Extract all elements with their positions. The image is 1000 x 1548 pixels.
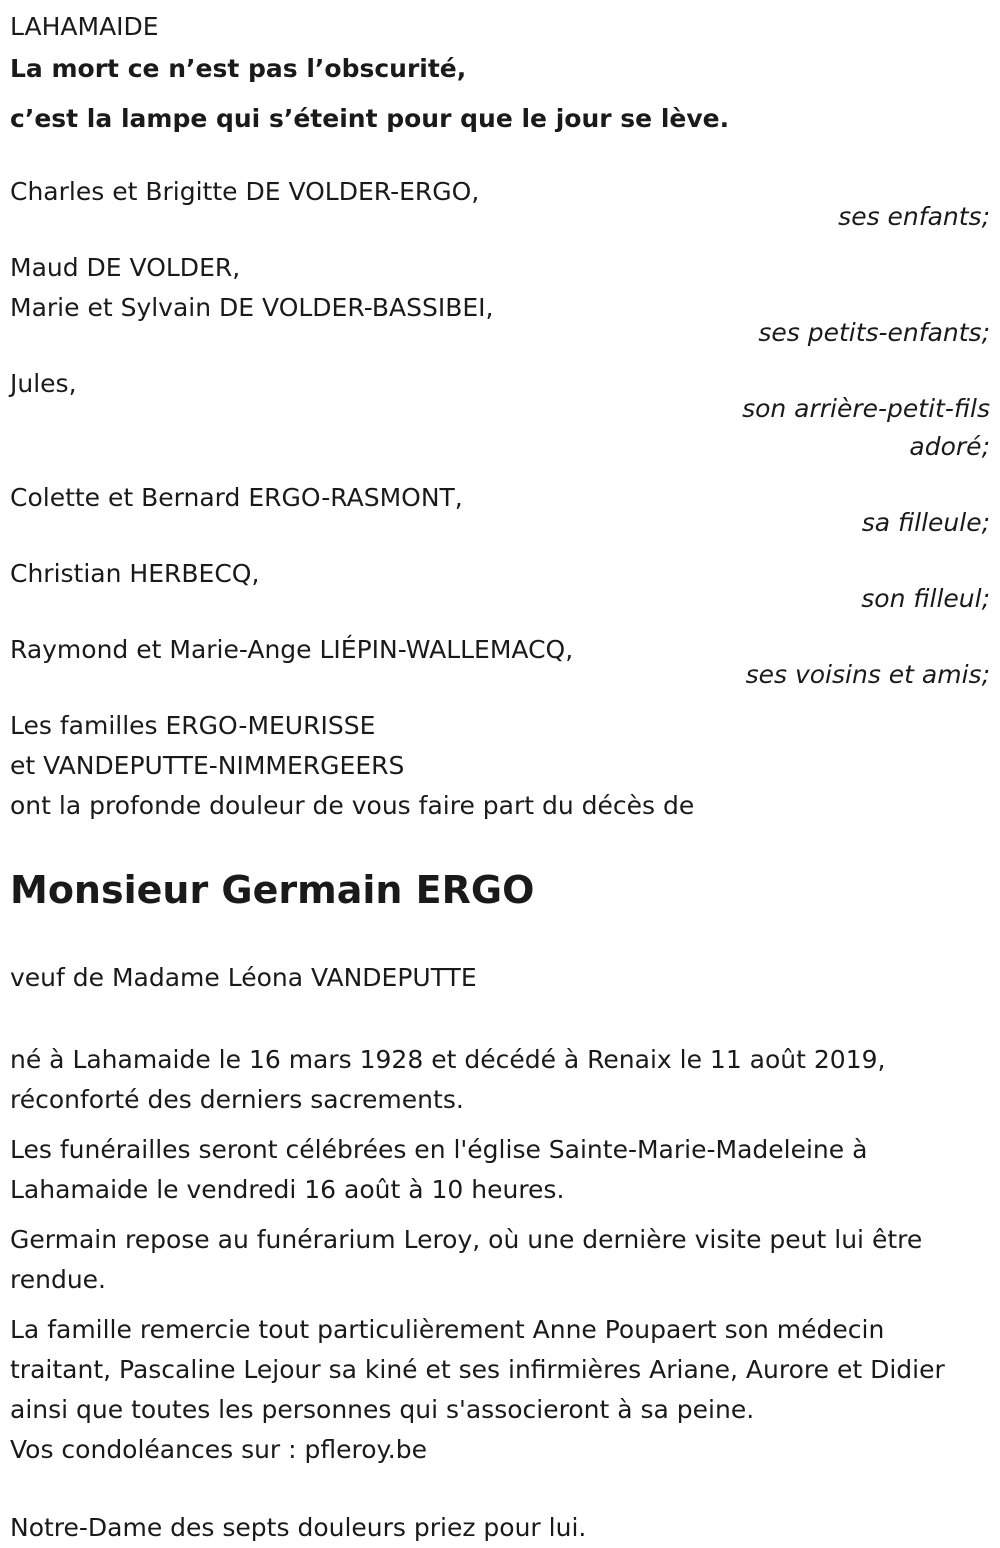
family-list bbox=[10, 172, 990, 694]
family-entry bbox=[10, 630, 990, 694]
birth-death-line-1: né à Lahamaide le 16 mars 1928 et décédé à Renaix le 11 août 2019, bbox=[10, 1045, 886, 1074]
family-relation: adoré; bbox=[909, 432, 990, 461]
family-names: Jules, bbox=[10, 369, 77, 398]
family-entry bbox=[10, 478, 990, 542]
family-names: Christian HERBECQ, bbox=[10, 559, 260, 588]
widow-line: veuf de Madame Léona VANDEPUTTE bbox=[10, 963, 477, 992]
epigraph bbox=[10, 44, 990, 144]
closing-prayer: Notre-Dame des septs douleurs priez pour lui. bbox=[10, 1513, 587, 1542]
condolences-line: Vos condoléances sur : pfleroy.be bbox=[10, 1435, 427, 1464]
family-names: Marie et Sylvain DE VOLDER-BASSIBEI, bbox=[10, 293, 494, 322]
family-entry bbox=[10, 248, 990, 352]
family-relation: ses petits-enfants; bbox=[758, 318, 990, 347]
epigraph-line-2: c’est la lampe qui s’éteint pour que le jour se lève. bbox=[10, 104, 730, 133]
birth-death-line-2: réconforté des derniers sacrements. bbox=[10, 1085, 464, 1114]
family-relation: sa filleule; bbox=[861, 508, 990, 537]
birth-death-paragraph bbox=[10, 1040, 990, 1120]
thanks-paragraph: La famille remercie tout particulièrement Anne Poupaert son médecin traitant, Pascaline Lejour sa kiné et ses infirmières Ariane, Aurore et Didier ainsi que toutes les personnes qui s'associeront à sa peine. bbox=[10, 1315, 945, 1424]
rest-paragraph: Germain repose au funérarium Leroy, où une dernière visite peut lui être rendue. bbox=[10, 1225, 923, 1294]
family-names: Charles et Brigitte DE VOLDER-ERGO, bbox=[10, 177, 480, 206]
family-relation: son filleul; bbox=[861, 584, 990, 613]
obituary-document bbox=[10, 0, 990, 1548]
family-relation: ses voisins et amis; bbox=[745, 660, 990, 689]
family-names: Raymond et Marie-Ange LIÉPIN-WALLEMACQ, bbox=[10, 635, 574, 664]
family-names: Maud DE VOLDER, bbox=[10, 253, 241, 282]
family-entry bbox=[10, 554, 990, 618]
family-names: Colette et Bernard ERGO-RASMONT, bbox=[10, 483, 463, 512]
family-entry bbox=[10, 364, 990, 466]
epigraph-line-1: La mort ce n’est pas l’obscurité, bbox=[10, 54, 467, 83]
deceased-name: Monsieur Germain ERGO bbox=[10, 868, 535, 912]
place-heading: LAHAMAIDE bbox=[10, 12, 159, 41]
family-relation: ses enfants; bbox=[838, 202, 990, 231]
family-relation: son arrière-petit-fils bbox=[742, 394, 990, 423]
closing-line-2: et VANDEPUTTE-NIMMERGEERS bbox=[10, 751, 405, 780]
closing-announcement bbox=[10, 706, 990, 826]
family-entry bbox=[10, 172, 990, 236]
closing-line-3: ont la profonde douleur de vous faire part du décès de bbox=[10, 791, 695, 820]
closing-line-1: Les familles ERGO-MEURISSE bbox=[10, 711, 376, 740]
funeral-paragraph: Les funérailles seront célébrées en l'église Sainte-Marie-Madeleine à Lahamaide le vendredi 16 août à 10 heures. bbox=[10, 1135, 868, 1204]
